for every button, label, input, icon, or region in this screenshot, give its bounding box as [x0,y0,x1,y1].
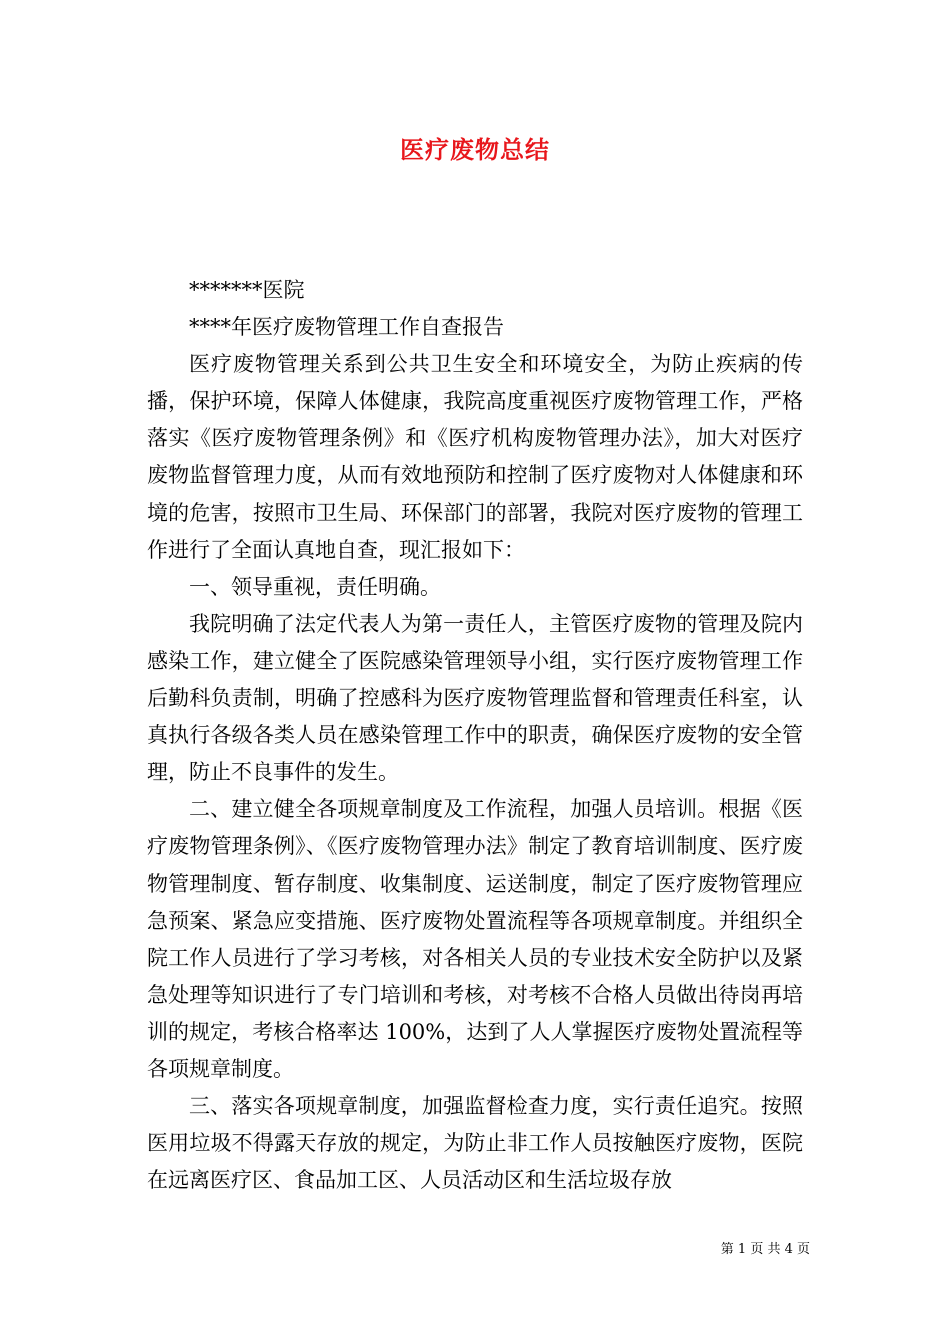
report-title-line: ****年医疗废物管理工作自查报告 [189,315,504,340]
intro-paragraph: 医疗废物管理关系到公共卫生安全和环境安全，为防止疾病的传播，保护环境，保障人体健康，我院高度重视医疗废物管理工作，严格落实《医疗废物管理条例》和《医疗机构废物管理办法》，加大对医疗废物监督管理力度，从而有效地预防和控制了医疗废物对人体健康和环境的危害，按照市卫生局、环保部门的部署，我院对医疗废物的管理工作进行了全面认真地自查，现汇报如下： [147,352,803,562]
page-number-footer: 第 1 页 共 4 页 [720,1242,810,1257]
document-title: 医疗废物总结 [400,135,550,164]
document-body [147,272,803,1199]
section-1-heading: 一、领导重视，责任明确。 [189,574,441,599]
section-3-paragraph: 三、落实各项规章制度，加强监督检查力度，实行责任追究。按照医用垃圾不得露天存放的规定，为防止非工作人员按触医疗废物，医院在远离医疗区、食品加工区、人员活动区和生活垃圾存放 [147,1094,803,1193]
hospital-name-line: *******医院 [189,278,305,302]
section-1-paragraph: 我院明确了法定代表人为第一责任人，主管医疗废物的管理及院内感染工作，建立健全了医院感染管理领导小组，实行医疗废物管理工作后勤科负责制，明确了控感科为医疗废物管理监督和管理责任科室，认真执行各级各类人员在感染管理工作中的职责，确保医疗废物的安全管理，防止不良事件的发生。 [147,611,803,785]
section-2-paragraph: 二、建立健全各项规章制度及工作流程，加强人员培训。根据《医疗废物管理条例》、《医疗废物管理办法》制定了教育培训制度、医疗废物管理制度、暂存制度、收集制度、运送制度，制定了医疗废物管理应急预案、紧急应变措施、医疗废物处置流程等各项规章制度。并组织全院工作人员进行了学习考核，对各相关人员的专业技术安全防护以及紧急处理等知识进行了专门培训和考核，对考核不合格人员做出待岗再培训的规定，考核合格率达 100%，达到了人人掌握医疗废物处置流程等各项规章制度。 [147,797,803,1081]
